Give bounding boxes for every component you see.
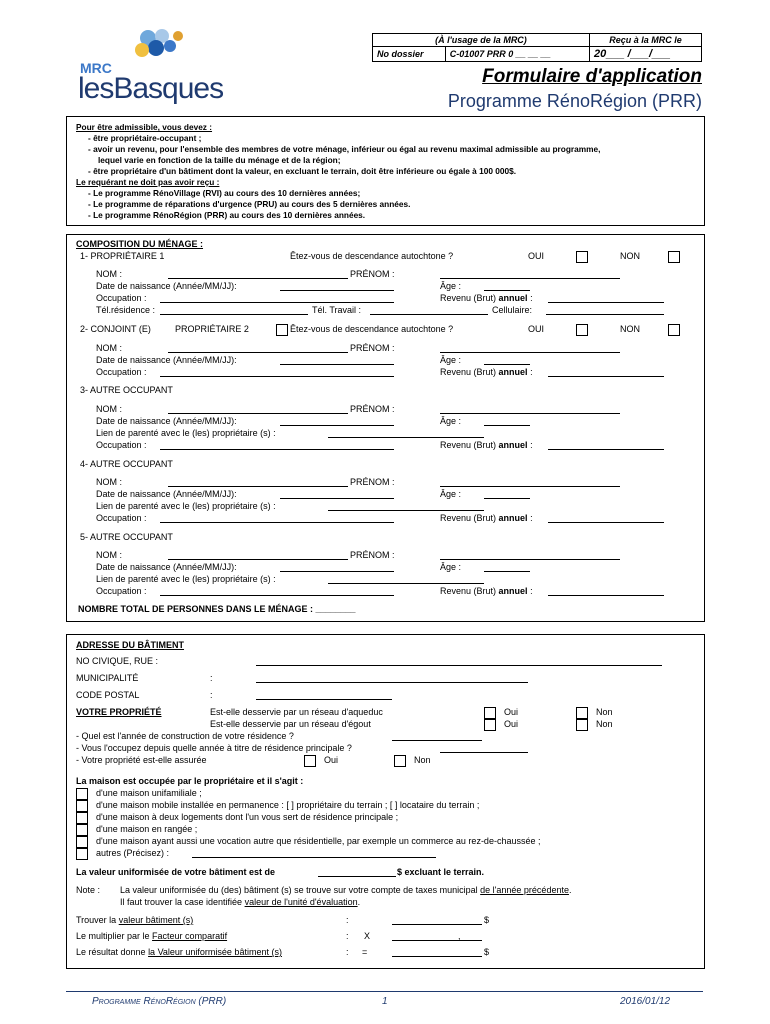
page-number: 1 — [382, 996, 388, 1007]
annuel-label: annuel — [498, 586, 528, 596]
non-checkbox[interactable] — [668, 251, 680, 263]
nom-field[interactable] — [168, 477, 348, 487]
multiply-sign: X — [364, 931, 371, 941]
colon: : — [530, 513, 533, 523]
nom-label: NOM : — [96, 343, 122, 353]
tel-residence-field[interactable] — [160, 305, 308, 315]
valeur-label: La valeur uniformisée de votre bâtiment est de — [76, 867, 276, 877]
municipalite-field[interactable] — [256, 673, 528, 683]
type-label: d'une maison unifamiliale ; — [96, 788, 202, 798]
revenu-field[interactable] — [548, 440, 664, 450]
age-label: Âge : — [440, 355, 462, 365]
prenom-field[interactable] — [440, 477, 620, 487]
tel-travail-field[interactable] — [370, 305, 488, 315]
type-checkbox[interactable] — [76, 824, 88, 836]
oui-label: OUI — [528, 324, 545, 334]
construction-field[interactable] — [392, 731, 482, 741]
occupation-field[interactable] — [160, 367, 394, 377]
eligibility-item: - être propriétaire d'un bâtiment dont la valeur, en excluant le terrain, doit être inférieure ou égale à 100 000$. — [88, 166, 517, 176]
occupation-annee-field[interactable] — [440, 743, 528, 753]
occupation-field[interactable] — [160, 586, 394, 596]
naissance-field[interactable] — [280, 355, 394, 365]
annuel-label: annuel — [498, 367, 528, 377]
naissance-label: Date de naissance (Année/MM/JJ): — [96, 281, 237, 291]
facteur-field[interactable] — [392, 931, 482, 941]
eligibility-item: - avoir un revenu, pour l'ensemble des membres de votre ménage, inférieur ou égal au revenu maximal admissible au programme, — [88, 144, 601, 154]
occupation-label: Occupation : — [96, 440, 147, 450]
lien-label: Lien de parenté avec le (les) propriétaire (s) : — [96, 428, 276, 438]
non-label: Non — [596, 719, 613, 729]
non-label: NON — [620, 251, 640, 261]
lien-field[interactable] — [328, 428, 484, 438]
conjoint-label: 2- CONJOINT (E) — [80, 324, 151, 334]
nom-label: NOM : — [96, 404, 122, 414]
aqueduc-question: Est-elle desservie par un réseau d'aqueduc — [210, 707, 383, 717]
footer-date: 2016/01/12 — [620, 996, 671, 1007]
dossier-value[interactable]: C-01007 PRR 0 __ __ __ — [445, 47, 589, 62]
annuel-label: annuel — [498, 293, 528, 303]
lien-label: Lien de parenté avec le (les) propriétaire (s) : — [96, 501, 276, 511]
type-checkbox[interactable] — [76, 800, 88, 812]
footer-program: Programme RénoRégion (PRR) — [92, 996, 227, 1007]
batiment-heading: ADRESSE DU BÂTIMENT — [76, 640, 185, 650]
aqueduc-non-checkbox[interactable] — [576, 707, 588, 719]
nom-label: NOM : — [96, 269, 122, 279]
menage-heading: COMPOSITION DU MÉNAGE : — [76, 239, 204, 249]
calc-term: Facteur comparatif — [152, 931, 228, 941]
revenu-label: Revenu (Brut) — [440, 367, 497, 377]
egout-oui-checkbox[interactable] — [484, 719, 496, 731]
oui-label: Oui — [504, 707, 519, 717]
prenom-field[interactable] — [440, 404, 620, 414]
calc-label: Le multiplier par le — [76, 931, 153, 941]
valeur-batiment-field[interactable] — [392, 915, 482, 925]
comma: , — [458, 931, 461, 941]
assuree-question: - Votre propriété est-elle assurée — [76, 755, 207, 765]
recu-label: Reçu à la MRC le — [589, 34, 701, 47]
total-personnes: NOMBRE TOTAL DE PERSONNES DANS LE MÉNAGE : ________ — [78, 604, 356, 614]
eligibility-item: - être propriétaire-occupant ; — [88, 133, 202, 143]
no-dossier-label: No dossier — [373, 47, 446, 62]
revenu-label: Revenu (Brut) — [440, 440, 497, 450]
tel-travail-label: Tél. Travail : — [312, 305, 362, 315]
occupation-label: Occupation : — [96, 513, 147, 523]
egout-question: Est-elle desservie par un réseau d'égout — [210, 719, 371, 729]
autres-field[interactable] — [192, 848, 436, 858]
lien-field[interactable] — [328, 501, 484, 511]
oui-checkbox[interactable] — [576, 324, 588, 336]
egout-non-checkbox[interactable] — [576, 719, 588, 731]
age-field[interactable] — [484, 416, 530, 426]
lien-field[interactable] — [328, 574, 484, 584]
dollar-sign: $ — [484, 915, 490, 925]
age-label: Âge : — [440, 489, 462, 499]
owner2-checkbox[interactable] — [276, 324, 288, 336]
type-label: d'une maison mobile installée en permanence : [ ] propriétaire du terrain ; [ ] locataire du terrain ; — [96, 800, 480, 810]
occupation-label: Occupation : — [96, 586, 147, 596]
date-value[interactable]: 20___ /___/___ — [589, 47, 701, 62]
cellulaire-label: Cellulaire: — [492, 305, 533, 315]
note-label: Note : — [76, 885, 101, 895]
colon: : — [530, 293, 533, 303]
oui-label: Oui — [324, 755, 339, 765]
note-annee: de l'année précédente — [480, 885, 569, 895]
logo-mark-icon — [130, 28, 190, 62]
note-unite: valeur de l'unité d'évaluation — [244, 897, 358, 907]
nom-field[interactable] — [168, 269, 348, 279]
type-label: d'une maison ayant aussi une vocation autre que résidentielle, par exemple un commerce au rez-de-chaussée ; — [96, 836, 541, 846]
occupation-annee-question: - Vous l'occupez depuis quelle année à titre de résidence principale ? — [76, 743, 352, 753]
type-label: autres (Précisez) : — [96, 848, 170, 858]
naissance-field[interactable] — [280, 416, 394, 426]
occupation-field[interactable] — [160, 293, 394, 303]
form-title: Formulaire d'application — [482, 66, 702, 87]
occupation-label: Occupation : — [96, 367, 147, 377]
type-label: d'une maison en rangée ; — [96, 824, 198, 834]
revenu-label: Revenu (Brut) — [440, 586, 497, 596]
note-text: La valeur uniformisée du (des) bâtiment (s) se trouve sur votre compte de taxes municipal — [120, 885, 481, 895]
prenom-label: PRÉNOM : — [350, 269, 395, 279]
eligibility — [76, 122, 696, 221]
prenom-label: PRÉNOM : — [350, 343, 395, 353]
revenu-field[interactable] — [548, 586, 664, 596]
oui-label: OUI — [528, 251, 545, 261]
colon: : — [346, 915, 349, 925]
revenu-field[interactable] — [548, 367, 664, 377]
type-checkbox[interactable] — [76, 836, 88, 848]
occupant3-label: 3- AUTRE OCCUPANT — [80, 385, 173, 395]
assuree-oui-checkbox[interactable] — [304, 755, 316, 767]
colon: : — [530, 586, 533, 596]
type-label: d'une maison à deux logements dont l'un vous sert de résidence principale ; — [96, 812, 399, 822]
occupee-heading: La maison est occupée par le propriétaire et il s'agit : — [76, 776, 304, 786]
assuree-non-checkbox[interactable] — [394, 755, 406, 767]
calc-label: Trouver la — [76, 915, 119, 925]
revenu-field[interactable] — [548, 293, 664, 303]
calc-term: la Valeur uniformisée bâtiment (s) — [148, 947, 282, 957]
eligibility-item: - Le programme RénoVillage (RVI) au cours des 10 dernières années; — [88, 188, 361, 198]
prenom-label: PRÉNOM : — [350, 477, 395, 487]
naissance-label: Date de naissance (Année/MM/JJ): — [96, 416, 237, 426]
non-label: Non — [414, 755, 431, 765]
logo-mrc: MRC — [80, 60, 112, 76]
cellulaire-field[interactable] — [546, 305, 664, 315]
non-label: Non — [596, 707, 613, 717]
equals-sign: = — [362, 947, 368, 957]
form-subtitle: Programme RénoRégion (PRR) — [447, 91, 702, 111]
postal-label: CODE POSTAL — [76, 690, 140, 700]
colon: : — [346, 947, 349, 957]
eligibility-heading: Pour être admissible, vous devez : — [76, 122, 213, 132]
nom-field[interactable] — [168, 343, 348, 353]
type-checkbox[interactable] — [76, 788, 88, 800]
occupant5-label: 5- AUTRE OCCUPANT — [80, 532, 173, 542]
logo — [78, 28, 263, 108]
age-label: Âge : — [440, 562, 462, 572]
prenom-label: PRÉNOM : — [350, 550, 395, 560]
naissance-label: Date de naissance (Année/MM/JJ): — [96, 489, 237, 499]
prenom-label: PRÉNOM : — [350, 404, 395, 414]
occupant4-label: 4- AUTRE OCCUPANT — [80, 459, 173, 469]
lien-label: Lien de parenté avec le (les) propriétaire (s) : — [96, 574, 276, 584]
nom-field[interactable] — [168, 404, 348, 414]
tel-residence-label: Tél.résidence : — [96, 305, 156, 315]
annuel-label: annuel — [498, 513, 528, 523]
oui-label: Oui — [504, 719, 519, 729]
valeur-field[interactable] — [318, 867, 396, 877]
occupation-field[interactable] — [160, 513, 394, 523]
colon: : — [530, 367, 533, 377]
colon: : — [346, 931, 349, 941]
age-field[interactable] — [484, 489, 530, 499]
occupation-field[interactable] — [160, 440, 394, 450]
occupation-label: Occupation : — [96, 293, 147, 303]
naissance-field[interactable] — [280, 562, 394, 572]
dollar-sign: $ — [484, 947, 490, 957]
naissance-field[interactable] — [280, 489, 394, 499]
nom-label: NOM : — [96, 477, 122, 487]
resultat-field[interactable] — [392, 947, 482, 957]
age-field[interactable] — [484, 355, 530, 365]
type-checkbox[interactable] — [76, 848, 88, 860]
mrc-use-table — [372, 33, 702, 62]
civique-field[interactable] — [256, 656, 662, 666]
aqueduc-oui-checkbox[interactable] — [484, 707, 496, 719]
naissance-label: Date de naissance (Année/MM/JJ): — [96, 355, 237, 365]
eligibility-item: lequel varie en fonction de la taille du ménage et de la région; — [98, 155, 341, 165]
calc-label: Le résultat donne — [76, 947, 149, 957]
naissance-label: Date de naissance (Année/MM/JJ): — [96, 562, 237, 572]
propriete-label: VOTRE PROPRIÉTÉ — [76, 707, 162, 717]
postal-field[interactable] — [256, 690, 392, 700]
autochtone-question: Êtez-vous de descendance autochtone ? — [290, 324, 454, 334]
usage-label: (À l'usage de la MRC) — [373, 34, 590, 47]
revenu-label: Revenu (Brut) — [440, 513, 497, 523]
note-text: Il faut trouver la case identifiée — [120, 897, 245, 907]
colon: : — [210, 673, 213, 683]
municipalite-label: MUNICIPALITÉ — [76, 673, 139, 683]
colon: : — [530, 440, 533, 450]
age-field[interactable] — [484, 281, 530, 291]
nom-field[interactable] — [168, 550, 348, 560]
calc-term: valeur bâtiment (s) — [118, 915, 194, 925]
autochtone-question: Êtez-vous de descendance autochtone ? — [290, 251, 454, 261]
footer-rule — [66, 991, 703, 992]
eligibility-item: - Le programme de réparations d'urgence (PRU) au cours des 5 dernières années. — [88, 199, 411, 209]
non-label: NON — [620, 324, 640, 334]
logo-name: lesBasques — [78, 72, 224, 105]
eligibility-item: - Le programme RénoRégion (PRR) au cours des 10 dernières années. — [88, 210, 366, 220]
naissance-field[interactable] — [280, 281, 394, 291]
age-field[interactable] — [484, 562, 530, 572]
revenu-field[interactable] — [548, 513, 664, 523]
nom-label: NOM : — [96, 550, 122, 560]
excluant-label: $ excluant le terrain. — [397, 867, 485, 877]
eligibility-heading-2: Le requérant ne doit pas avoir reçu : — [76, 177, 220, 187]
non-checkbox[interactable] — [668, 324, 680, 336]
civique-label: NO CIVIQUE, RUE : — [76, 656, 159, 666]
oui-checkbox[interactable] — [576, 251, 588, 263]
prenom-field[interactable] — [440, 343, 620, 353]
age-label: Âge : — [440, 281, 462, 291]
prenom-field[interactable] — [440, 550, 620, 560]
revenu-label: Revenu (Brut) — [440, 293, 497, 303]
construction-question: - Quel est l'année de construction de votre résidence ? — [76, 731, 294, 741]
age-label: Âge : — [440, 416, 462, 426]
owner1-label: 1- PROPRIÉTAIRE 1 — [80, 251, 165, 261]
type-checkbox[interactable] — [76, 812, 88, 824]
colon: : — [210, 690, 213, 700]
annuel-label: annuel — [498, 440, 528, 450]
prenom-field[interactable] — [440, 269, 620, 279]
owner2-label: PROPRIÉTAIRE 2 — [175, 324, 249, 334]
